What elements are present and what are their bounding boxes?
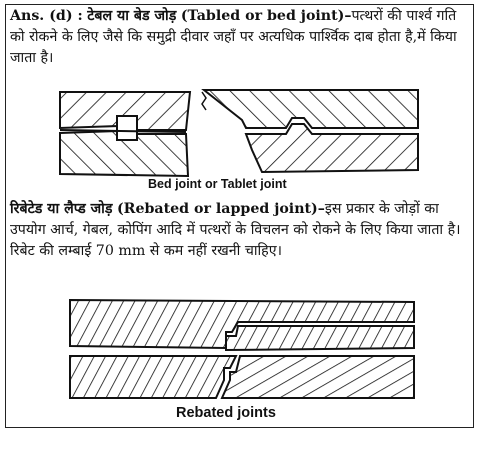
bed-joint-term-english: (Tabled or bed joint)– [180, 8, 352, 24]
answer-label: Ans. (d) : [10, 8, 83, 24]
bed-joint-caption: Bed joint or Tablet joint [148, 177, 287, 191]
rebated-joint-term-hindi: रिबेटेड या लैप्ड जोड़ [10, 201, 113, 217]
bed-joint-description: पत्थरों की पार्श्व गति को रोकने के लिए जैसे कि समुद्री दीवार जहाँ पर अत्यधिक पार्श्विक दाब होता है,में किया जाता है। [10, 8, 457, 66]
rebated-joint-description: इस प्रकार के जोड़ों का उपयोग आर्च, गेबल, कोपिंग आदि में पत्थरों के विचलन को रोकने के लिए किया जाता है। रिबेट की लम्बाई 70 mm से कम नहीं रखनी चाहिए। [10, 201, 461, 259]
rebated-lower-right-stone [222, 356, 414, 398]
rebated-upper-right-stone [226, 326, 414, 350]
rebated-joint-caption: Rebated joints [176, 405, 276, 421]
rebated-lower-left-stone [70, 356, 236, 398]
rebated-joint-term-english: (Rebated or lapped joint)– [116, 201, 325, 217]
bed-joint-term-hindi: टेबल या बेड जोड़ [87, 8, 177, 24]
